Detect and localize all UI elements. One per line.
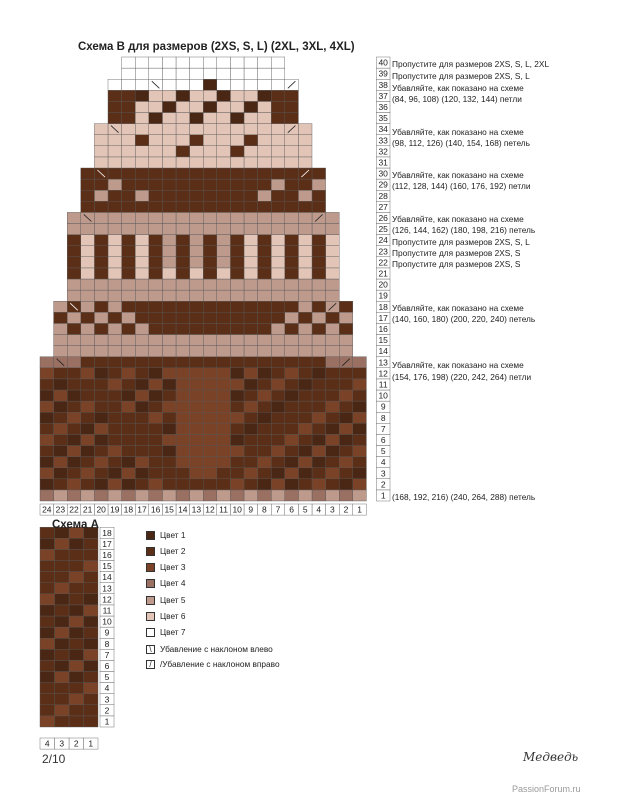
chart-a-row-label: 7 — [104, 649, 110, 660]
chart-a-cell — [69, 672, 84, 683]
chart-a-cell — [84, 627, 99, 638]
chart-a-cell — [84, 660, 99, 671]
chart-a-cell — [84, 583, 99, 594]
chart-a-col-label: 4 — [44, 738, 50, 749]
chart-a-row-label: 12 — [102, 594, 112, 605]
chart-b-row-label: 22 — [378, 257, 388, 268]
chart-a-cell — [69, 549, 84, 560]
legend-color-swatch — [146, 547, 155, 556]
legend-color-swatch — [146, 628, 155, 637]
chart-b-row-label: 38 — [378, 79, 388, 90]
chart-b-row-label: 33 — [378, 135, 388, 146]
chart-a-cell — [40, 594, 55, 605]
chart-a-cell — [40, 694, 55, 705]
chart-a-cell — [55, 649, 70, 660]
chart-b-row-label: 26 — [378, 213, 388, 223]
note-row-18a: Убавляйте, как показано на схеме — [392, 303, 524, 313]
chart-a-cell — [69, 627, 84, 638]
chart-a-title: Схема A — [52, 519, 99, 531]
chart-a-cell — [40, 627, 55, 638]
chart-b-row-label: 14 — [378, 346, 388, 357]
chart-b-row-label: 24 — [378, 235, 388, 246]
chart-a-cell — [40, 638, 55, 649]
chart-a-row-label: 17 — [102, 538, 112, 549]
chart-b-row-label: 7 — [380, 423, 386, 434]
note-row-39: Пропустите для размеров 2XS, S, L — [392, 71, 530, 81]
note-row-40: Пропустите для размеров 2XS, S, L, 2XL — [392, 59, 550, 69]
chart-b-col-label: 12 — [205, 504, 215, 515]
legend-label: Цвет 2 — [160, 546, 186, 556]
note-row-26a: Убавляйте, как показано на схеме — [392, 214, 524, 224]
chart-a-row-label: 13 — [102, 583, 112, 594]
chart-a-cell — [84, 694, 99, 705]
chart-b-col-label: 14 — [178, 504, 188, 515]
note-row-38b: (84, 96, 108) (120, 132, 144) петли — [392, 94, 522, 104]
chart-b-col-label: 21 — [82, 504, 93, 515]
chart-a-cell — [84, 605, 99, 616]
note-row-24: Пропустите для размеров 2XS, S, L — [392, 237, 530, 247]
chart-a-cell — [69, 538, 84, 549]
chart-a-cell — [40, 649, 55, 660]
chart-b-row-label: 39 — [378, 68, 388, 79]
chart-a-cell — [40, 549, 55, 560]
chart-b-row-label: 5 — [380, 446, 386, 457]
note-row-30b: (112, 128, 144) (160, 176, 192) петли — [392, 181, 531, 191]
chart-a-row-label: 3 — [104, 694, 110, 705]
chart-a-cell — [69, 660, 84, 671]
chart-a-cell — [69, 716, 84, 727]
chart-a-cell — [40, 572, 55, 583]
chart-a-cell — [55, 561, 70, 572]
chart-a-cell — [55, 538, 70, 549]
chart-b-col-label: 16 — [150, 504, 161, 515]
chart-b-row-label: 23 — [378, 246, 388, 257]
chart-b-col-label: 15 — [164, 504, 174, 515]
chart-a-cell — [84, 649, 99, 660]
chart-b-row-label: 15 — [378, 335, 388, 346]
chart-a-row-label: 8 — [104, 638, 110, 649]
chart-a-row-label: 15 — [102, 561, 112, 572]
legend-label: Убавление с наклоном влево — [160, 644, 273, 654]
chart-a-cell — [40, 616, 55, 627]
chart-b-col-label: 11 — [219, 504, 229, 515]
chart-b-row-label: 4 — [380, 457, 386, 468]
chart-b-col-label: 5 — [302, 504, 308, 515]
chart-b-row-label: 37 — [378, 90, 388, 101]
chart-a-row-label: 16 — [102, 550, 112, 560]
chart-b-row-label: 2 — [380, 479, 386, 490]
chart-a-row-label: 2 — [104, 705, 110, 716]
chart-b-row-label: 17 — [378, 312, 388, 323]
chart-b-row-label: 13 — [378, 357, 388, 368]
chart-a-cell — [69, 561, 84, 572]
legend-color-swatch — [146, 612, 155, 621]
chart-b-row-label: 36 — [378, 102, 388, 112]
chart-a-cell — [84, 683, 99, 694]
chart-b-row-label: 12 — [378, 368, 388, 379]
chart-a-cell — [84, 638, 99, 649]
chart-a-cell — [40, 561, 55, 572]
chart-b-col-label: 2 — [343, 504, 349, 515]
chart-b-row-label: 16 — [378, 324, 388, 334]
note-row-18b: (140, 160, 180) (200, 220, 240) петель — [392, 314, 536, 324]
chart-b-row-label: 10 — [378, 390, 388, 401]
legend-symbol-swatch: / — [146, 660, 155, 669]
chart-b-row-label: 18 — [378, 301, 388, 312]
legend-color-swatch — [146, 563, 155, 572]
note-row-38a: Убавляйте, как показано на схеме — [392, 83, 524, 93]
chart-b-col-label: 6 — [289, 504, 294, 515]
chart-a-cell — [69, 572, 84, 583]
chart-b-row-label: 20 — [378, 279, 388, 290]
chart-b-row-label: 34 — [378, 124, 388, 135]
legend-label: Цвет 1 — [160, 530, 186, 540]
chart-b-row-label: 31 — [378, 157, 388, 168]
chart-b-row-label: 8 — [380, 412, 386, 423]
chart-a-cell — [84, 616, 99, 627]
chart-a-cell — [69, 705, 84, 716]
note-row-13b: (154, 176, 198) (220, 242, 264) петли — [392, 372, 532, 382]
chart-a-row-label: 14 — [102, 572, 112, 583]
chart-b-row-label: 3 — [380, 468, 386, 479]
chart-b-col-label: 9 — [248, 504, 254, 515]
chart-b-row-label: 29 — [378, 179, 388, 190]
chart-a-cell — [40, 683, 55, 694]
chart-a-cell — [55, 660, 70, 671]
chart-a-cell — [55, 694, 70, 705]
legend-label: Цвет 5 — [160, 595, 186, 605]
chart-a-cell — [55, 583, 70, 594]
note-row-34b: (98, 112, 126) (140, 154, 168) петель — [392, 138, 530, 148]
chart-a-cell — [69, 594, 84, 605]
chart-a-cell — [84, 705, 99, 716]
chart-a-row-label: 6 — [104, 661, 110, 671]
chart-b-title: Схема B для размеров (2XS, S, L) (2XL, 3XL, 4XL) — [78, 41, 355, 53]
legend-label: Цвет 3 — [160, 562, 186, 572]
chart-a-cell — [55, 716, 70, 727]
chart-a-cell — [84, 549, 99, 560]
signature: Медведь — [523, 750, 579, 764]
chart-b-col-label: 24 — [42, 504, 52, 515]
chart-b-col-label: 10 — [232, 504, 242, 515]
chart-a-cell — [40, 605, 55, 616]
chart-b-col-label: 22 — [69, 504, 79, 515]
chart-a-row-label: 11 — [102, 605, 112, 616]
legend-label: Цвет 7 — [160, 627, 186, 637]
chart-a-cell — [55, 627, 70, 638]
chart-a-cell — [84, 572, 99, 583]
legend-label: /Убавление с наклоном вправо — [160, 659, 280, 669]
chart-b-row-label: 35 — [378, 113, 388, 124]
note-row-23: Пропустите для размеров 2XS, S — [392, 248, 521, 258]
chart-a-cell — [84, 594, 99, 605]
chart-b-row-label: 28 — [378, 190, 388, 201]
chart-a-cell — [55, 594, 70, 605]
chart-b-row-label: 27 — [378, 201, 388, 212]
chart-b-col-label: 7 — [275, 504, 281, 515]
chart-b-col-label: 13 — [191, 504, 202, 515]
chart-b-col-label: 19 — [110, 504, 120, 515]
chart-a-cell — [55, 683, 70, 694]
chart-a-cell — [84, 561, 99, 572]
note-row-22: Пропустите для размеров 2XS, S — [392, 259, 521, 269]
chart-b-col-label: 3 — [330, 504, 335, 515]
chart-a-cell — [69, 583, 84, 594]
note-row-1: (168, 192, 216) (240, 264, 288) петель — [392, 492, 536, 502]
note-row-13a: Убавляйте, как показано на схеме — [392, 360, 524, 370]
chart-b-row-label: 40 — [378, 57, 388, 68]
chart-a-cell — [69, 605, 84, 616]
chart-b-col-label: 1 — [357, 504, 362, 515]
chart-b-col-label: 20 — [96, 504, 106, 515]
chart-a-cell — [40, 538, 55, 549]
chart-a-cell — [40, 660, 55, 671]
note-row-30a: Убавляйте, как показано на схеме — [392, 170, 524, 180]
chart-a-cell — [69, 694, 84, 705]
legend-label: Цвет 6 — [160, 611, 186, 621]
chart-a-cell — [55, 572, 70, 583]
chart-b-row-label: 30 — [378, 168, 388, 179]
chart-a-row-label: 1 — [104, 716, 110, 727]
chart-b-col-label: 8 — [262, 504, 267, 515]
chart-b-row-label: 11 — [378, 379, 388, 390]
legend-label: Цвет 4 — [160, 578, 186, 588]
page-number: 2/10 — [42, 752, 66, 766]
chart-a-cell — [55, 549, 70, 560]
watermark: PassionForum.ru — [512, 784, 581, 794]
chart-a-cell — [55, 616, 70, 627]
chart-a-cell — [69, 638, 84, 649]
chart-a-row-label: 4 — [104, 683, 110, 694]
chart-b-row-label: 32 — [378, 146, 388, 157]
chart-b-row-label: 19 — [378, 290, 388, 301]
chart-b-col-label: 4 — [316, 504, 322, 515]
note-row-26b: (126, 144, 162) (180, 198, 216) петель — [392, 225, 536, 235]
chart-a-row-label: 18 — [102, 527, 112, 538]
legend-symbol-swatch: \ — [146, 645, 155, 654]
chart-a-row-label: 10 — [102, 616, 112, 627]
chart-b-col-label: 18 — [123, 504, 134, 515]
chart-a-cell — [55, 605, 70, 616]
chart-b-col-label: 17 — [137, 504, 147, 515]
chart-a-cell — [84, 672, 99, 683]
chart-a-cell — [69, 616, 84, 627]
chart-a-cell — [84, 538, 99, 549]
chart-b-col-label: 23 — [55, 504, 66, 515]
chart-b-row-label: 9 — [380, 401, 386, 412]
chart-b-row-label: 6 — [380, 435, 386, 445]
chart-a-cell — [40, 705, 55, 716]
chart-a-cell — [55, 705, 70, 716]
chart-a-cell — [84, 716, 99, 727]
note-row-34a: Убавляйте, как показано на схеме — [392, 127, 524, 137]
chart-b-row-label: 21 — [378, 268, 388, 279]
chart-a-cell — [55, 638, 70, 649]
chart-a-col-label: 1 — [88, 738, 94, 749]
chart-b-row-label: 1 — [380, 490, 386, 501]
chart-a-cell — [55, 672, 70, 683]
chart-a-cell — [69, 683, 84, 694]
chart-a-row-label: 5 — [104, 672, 110, 683]
chart-a-cell — [40, 716, 55, 727]
chart-a-col-label: 3 — [59, 738, 65, 749]
legend-color-swatch — [146, 579, 155, 588]
chart-a-col-label: 2 — [73, 738, 79, 749]
chart-a-cell — [40, 583, 55, 594]
chart-b-row-label: 25 — [378, 224, 388, 235]
chart-a-cell — [40, 672, 55, 683]
chart-a-cell — [69, 649, 84, 660]
legend-color-swatch — [146, 596, 155, 605]
chart-a-row-label: 9 — [104, 627, 110, 638]
legend-color-swatch — [146, 531, 155, 540]
